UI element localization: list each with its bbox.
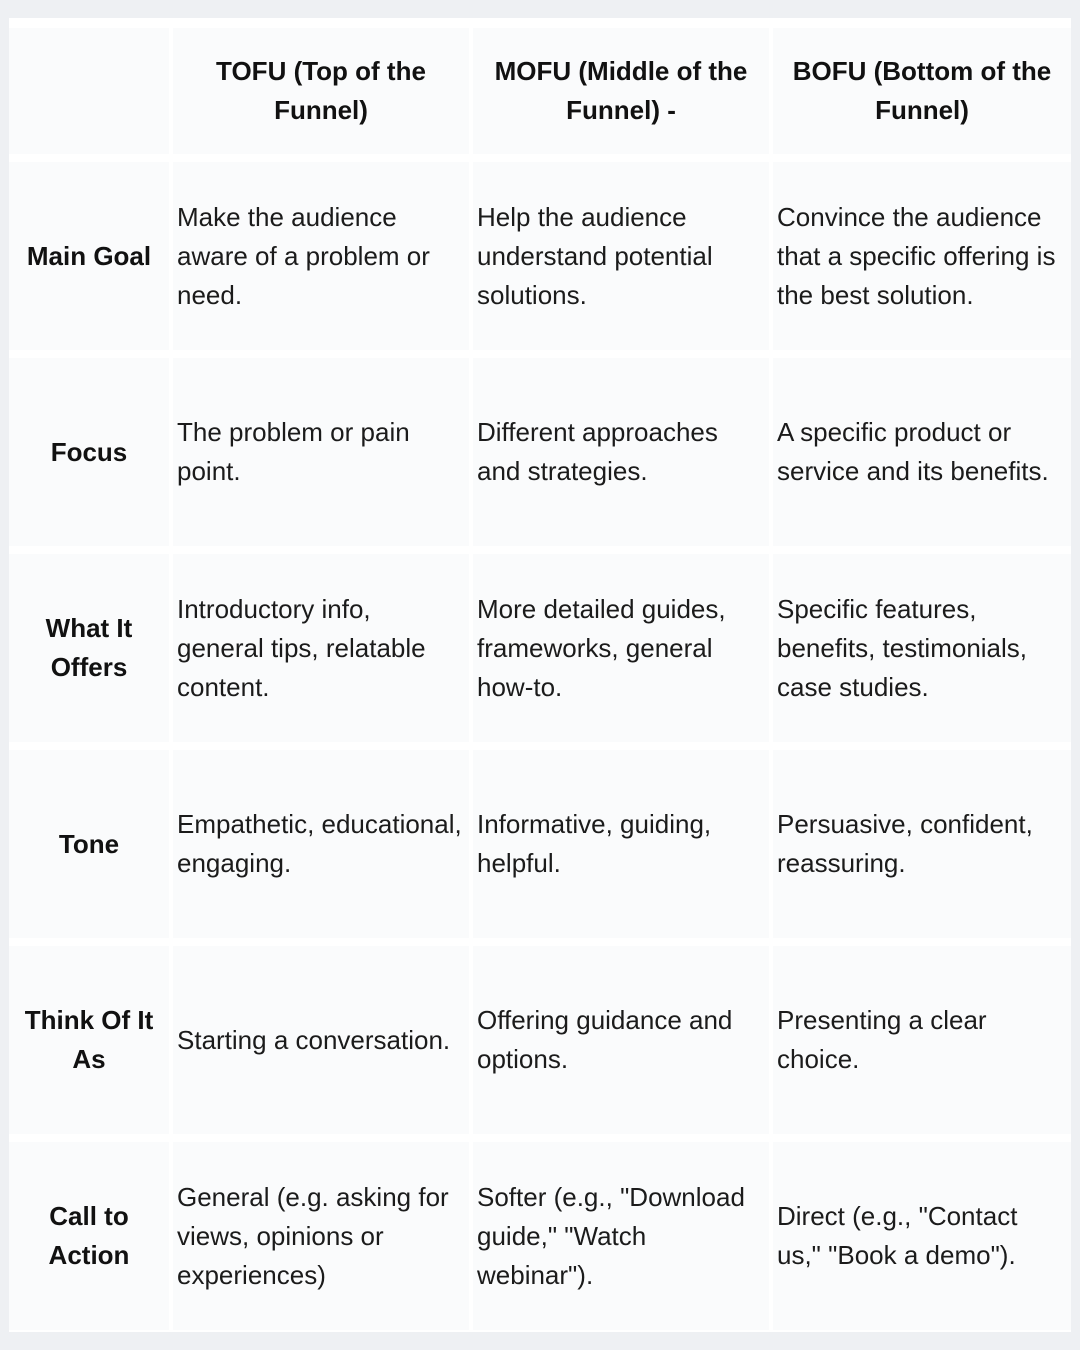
- table-corner-cell: [9, 28, 169, 154]
- table-cell-main-goal-bofu: Convince the audience that a specific offering is the best solution.: [773, 162, 1071, 350]
- table-cell-call-to-action-mofu: Softer (e.g., "Download guide," "Watch webinar").: [473, 1142, 769, 1330]
- table-cell-call-to-action-bofu: Direct (e.g., "Contact us," "Book a demo").: [773, 1142, 1071, 1330]
- table-cell-tone-bofu: Persuasive, confident, reassuring.: [773, 750, 1071, 938]
- row-header-think-of-it-as: Think Of It As: [9, 946, 169, 1134]
- table-cell-tone-mofu: Informative, guiding, helpful.: [473, 750, 769, 938]
- funnel-comparison-table: [9, 18, 1071, 1332]
- table-cell-think-of-it-as-bofu: Presenting a clear choice.: [773, 946, 1071, 1134]
- table-cell-call-to-action-tofu: General (e.g. asking for views, opinions or experiences): [173, 1142, 469, 1330]
- table-cell-what-it-offers-tofu: Introductory info, general tips, relatable content.: [173, 554, 469, 742]
- table-cell-focus-tofu: The problem or pain point.: [173, 358, 469, 546]
- table-cell-main-goal-mofu: Help the audience understand potential solutions.: [473, 162, 769, 350]
- column-header-mofu: MOFU (Middle of the Funnel) -: [473, 28, 769, 154]
- row-header-focus: Focus: [9, 358, 169, 546]
- row-header-main-goal: Main Goal: [9, 162, 169, 350]
- table-cell-focus-mofu: Different approaches and strategies.: [473, 358, 769, 546]
- row-header-call-to-action: Call to Action: [9, 1142, 169, 1330]
- table-cell-think-of-it-as-tofu: Starting a conversation.: [173, 946, 469, 1134]
- table-cell-main-goal-tofu: Make the audience aware of a problem or need.: [173, 162, 469, 350]
- table-cell-what-it-offers-mofu: More detailed guides, frameworks, general how-to.: [473, 554, 769, 742]
- row-header-what-it-offers: What It Offers: [9, 554, 169, 742]
- column-header-tofu: TOFU (Top of the Funnel): [173, 28, 469, 154]
- table-cell-what-it-offers-bofu: Specific features, benefits, testimonials, case studies.: [773, 554, 1071, 742]
- column-header-bofu: BOFU (Bottom of the Funnel): [773, 28, 1071, 154]
- table-cell-think-of-it-as-mofu: Offering guidance and options.: [473, 946, 769, 1134]
- table-cell-tone-tofu: Empathetic, educational, engaging.: [173, 750, 469, 938]
- table-cell-focus-bofu: A specific product or service and its benefits.: [773, 358, 1071, 546]
- row-header-tone: Tone: [9, 750, 169, 938]
